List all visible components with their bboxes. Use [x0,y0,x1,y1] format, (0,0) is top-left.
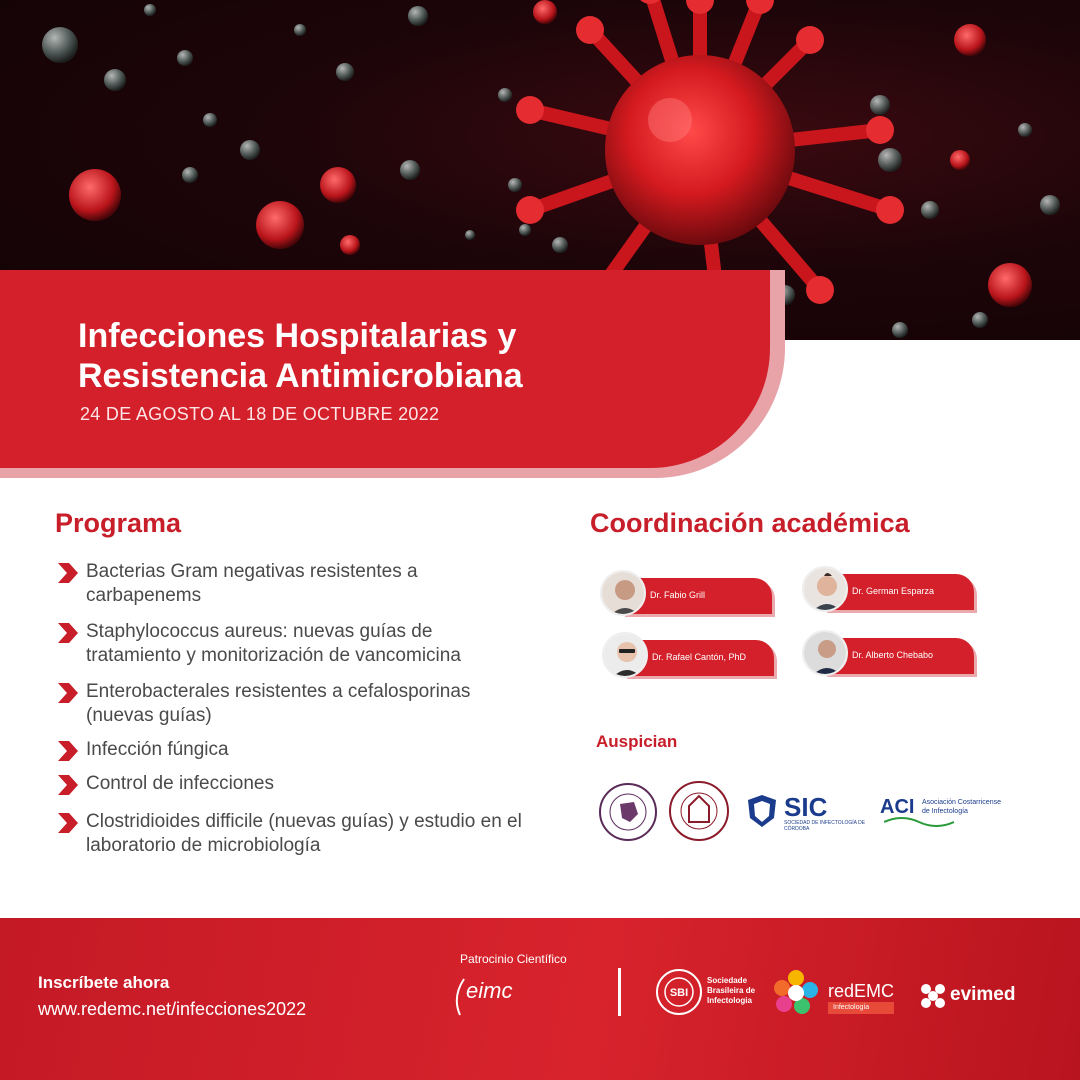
programa-item-text: Infección fúngica [86,739,229,760]
coordinator-card [802,636,977,674]
redemc-subtitle: Infectología [828,1002,894,1014]
programa-item [54,620,524,668]
programa-item-text: Bacterias Gram negativas resistentes a carbapenems [86,561,418,606]
event-title [78,316,698,396]
eimc-logo [452,975,612,1019]
chevron-right-icon [56,563,80,583]
footer-divider [618,968,621,1016]
paraguay-society-seal-icon [596,782,660,842]
event-title-line1: Infecciones Hospitalarias y [78,317,517,355]
programa-item-text: Clostridioides difficile (nuevas guías) y estudio en el laboratorio de microbiología [86,811,522,856]
eimc-mark: eimc [466,978,513,1003]
chevron-right-icon [56,741,80,761]
eimc-swoosh-icon [452,977,466,1017]
sbi-name: Sociedade Brasileira de Infectologia [707,976,756,1005]
programa-item [54,810,524,858]
programa-item-text: Enterobacterales resistentes a cefalosporinas (nuevas guías) [86,681,471,726]
programa-heading: Programa [55,508,182,538]
avatar [802,566,848,612]
avatar [802,630,848,676]
wave-icon [884,816,954,828]
aci-name: Asociación Costarricense de Infectología [922,799,1001,815]
evimed-mark: evimed [950,984,1016,1005]
dominican-society-seal-icon [668,780,730,842]
evimed-icon [918,981,948,1011]
aci-mark: ACI [880,796,915,818]
programa-item-text: Control de infecciones [86,773,274,794]
coordinator-card [602,638,777,676]
sic-mark: SIC [784,792,828,822]
svg-text:SBI: SBI [669,987,689,999]
auspician-heading: Auspician [596,732,678,751]
coordinator-name: Dr. Fabio Grill [650,590,706,600]
chevron-right-icon [56,683,80,703]
sic-logo [746,792,868,832]
avatar [602,632,648,678]
aci-logo [880,796,1010,830]
sbi-seal-icon [655,968,703,1016]
cta-label: Inscríbete ahora [38,973,170,992]
event-title-line2: Resistencia Antimicrobiana [78,357,523,395]
programa-item-text: Staphylococcus aureus: nuevas guías de tratamiento y monitorización de vancomicina [86,621,461,666]
chevron-right-icon [56,623,80,643]
registration-link[interactable]: www.redemc.net/infecciones2022 [38,999,307,1019]
coordinacion-heading: Coordinación académica [590,508,910,538]
chevron-right-icon [56,813,80,833]
event-date: 24 DE AGOSTO AL 18 DE OCTUBRE 2022 [80,404,440,424]
coordinator-name: Dr. German Esparza [852,586,935,596]
redemc-flower-icon [772,968,820,1016]
coordinator-name: Dr. Rafael Cantón, PhD [652,652,747,662]
coordinator-name: Dr. Alberto Chebabo [852,650,934,660]
programa-item [54,738,524,762]
chevron-right-icon [56,775,80,795]
programa-list [54,560,524,858]
programa-item [54,772,524,796]
shield-icon [746,794,778,828]
coordinator-card [802,572,977,610]
sbi-logo [655,968,765,1018]
programa-item [54,560,524,608]
sponsor-label: Patrocinio Científico [460,952,567,966]
programa-item [54,680,524,728]
coordinator-card [600,576,775,614]
sic-subtitle: SOCIEDAD DE INFECTOLOGÍA DE CÓRDOBA [784,820,866,832]
avatar [600,570,646,616]
redemc-mark: redEMC [828,981,895,1001]
